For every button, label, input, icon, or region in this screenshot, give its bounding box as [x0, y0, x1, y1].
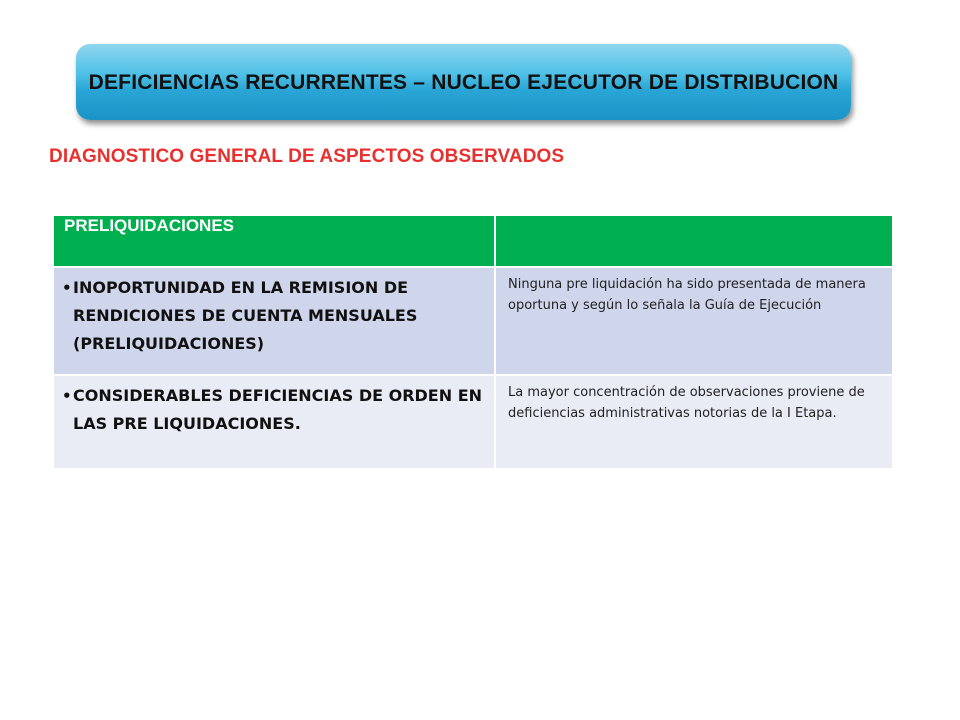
- table-header-row: [53, 215, 893, 267]
- observations-table: [52, 214, 894, 470]
- note-cell: La mayor concentración de observaciones proviene de deficiencias administrativas notorias de la I Etapa.: [495, 375, 893, 469]
- issue-text: CONSIDERABLES DEFICIENCIAS DE ORDEN EN LAS PRE LIQUIDACIONES.: [73, 386, 483, 433]
- section-subtitle: DIAGNOSTICO GENERAL DE ASPECTOS OBSERVADOS: [49, 146, 565, 167]
- issue-cell: [53, 267, 495, 375]
- issue-text: INOPORTUNIDAD EN LA REMISION DE RENDICIONES DE CUENTA MENSUALES (PRELIQUIDACIONES): [73, 278, 418, 353]
- title-banner: [76, 44, 851, 120]
- note-cell: Ninguna pre liquidación ha sido presentada de manera oportuna y según lo señala la Guía de Ejecución: [495, 267, 893, 375]
- bullet-icon: •: [62, 387, 72, 405]
- table-row: [53, 267, 893, 375]
- slide-title: DEFICIENCIAS RECURRENTES – NUCLEO EJECUTOR DE DISTRIBUCION: [88, 70, 839, 94]
- table-row: [53, 375, 893, 469]
- bullet-icon: •: [62, 279, 72, 297]
- header-cell-preliquidaciones: PRELIQUIDACIONES: [53, 215, 495, 267]
- issue-cell: [53, 375, 495, 469]
- header-cell-empty: [495, 215, 893, 267]
